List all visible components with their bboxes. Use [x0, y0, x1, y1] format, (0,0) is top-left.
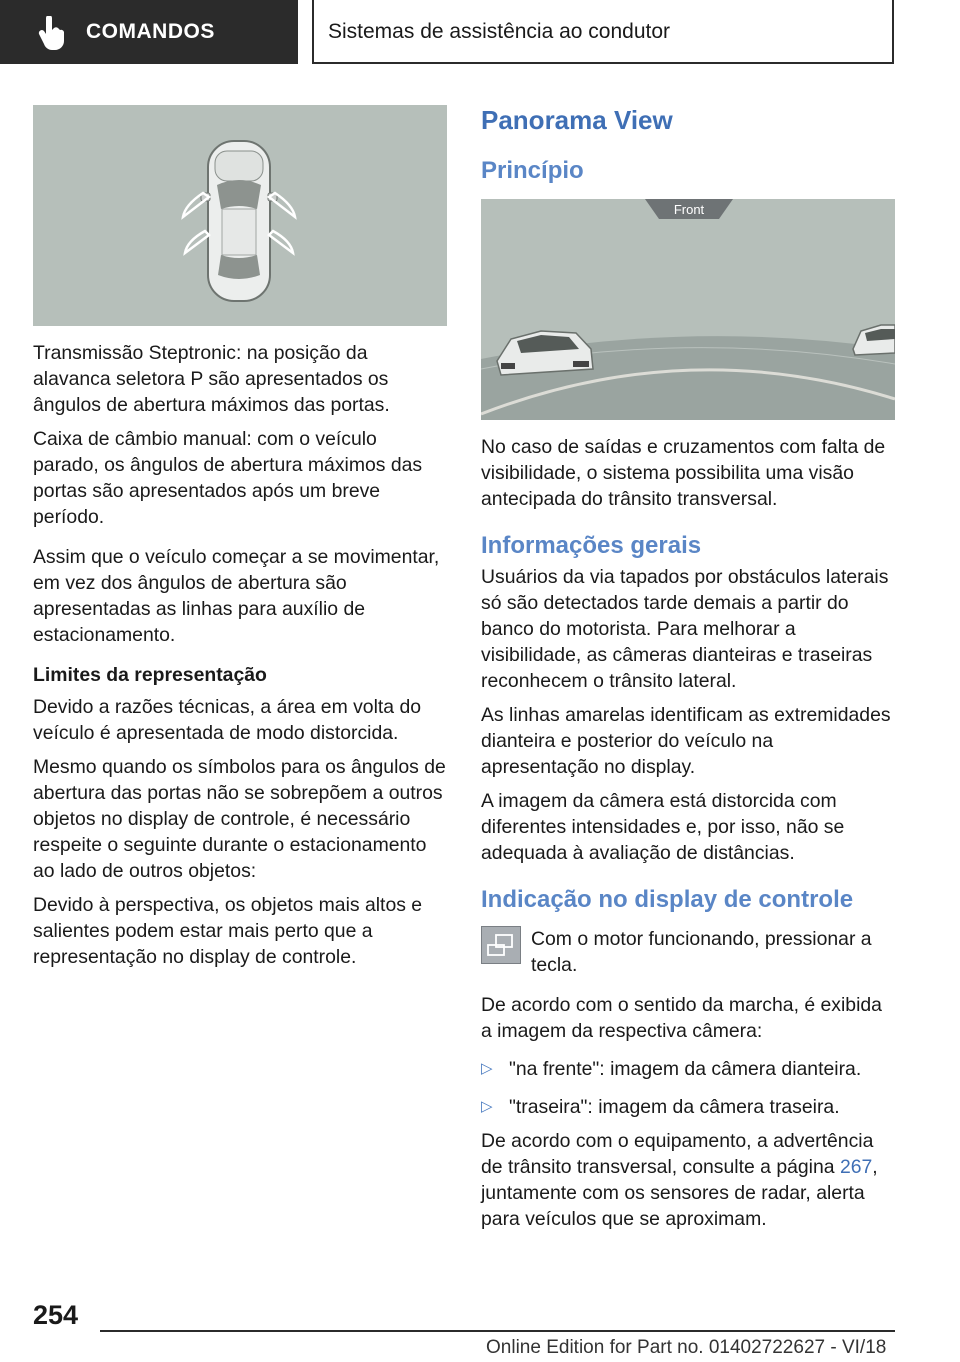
section-title: Panorama View — [481, 105, 673, 135]
edition-note: Online Edition for Part no. 01402722627 - VI/18 — [486, 1337, 887, 1358]
paragraph-info-2: As linhas amarelas identificam as extremidades dianteira e posterior do veículo na apresentação no display. — [481, 704, 891, 778]
camera-button-icon — [481, 926, 521, 964]
paragraph-movement: Assim que o veículo começar a se movimentar, em vez dos ângulos de abertura são apresentadas as linhas para auxílio de estacionamento. — [33, 546, 440, 646]
panorama-camera-view — [481, 199, 895, 420]
paragraph-direction: De acordo com o sentido da marcha, é exibida a imagem da respectiva câmera: — [481, 994, 882, 1042]
subheading-limits: Limites da representação — [33, 664, 267, 686]
left-column — [33, 105, 447, 970]
heading-principle: Princípio — [481, 157, 584, 184]
button-instruction — [481, 926, 895, 978]
car-top-view-icon — [33, 105, 447, 326]
page-number: 254 — [33, 1300, 79, 1330]
bullet-rear: ▷ "traseira": imagem da câmera traseira. — [481, 1096, 840, 1118]
approaching-car-left — [497, 331, 593, 375]
page-link-267[interactable]: 267 — [839, 1156, 873, 1178]
paragraph-info-1: Usuários da via tapados por obstáculos laterais só são detectados tarde demais a partir do banco do motorista. Para melhorar a visibilidade, as câmeras dianteiras e traseiras reconhecem o trânsito lateral. — [481, 566, 889, 692]
door-angle-illustration — [33, 105, 447, 326]
panorama-view-image — [481, 199, 895, 420]
paragraph-perspective: Devido à perspectiva, os objetos mais altos e salientes podem estar mais perto que a representação no display de controle. — [33, 894, 423, 968]
heading-display-indication: Indicação no display de controle — [481, 886, 854, 913]
triangle-bullet-icon: ▷ — [481, 1060, 493, 1077]
paragraph-distortion: Devido a razões técnicas, a área em volta do veículo é apresentada de modo distorcida. — [33, 696, 422, 744]
chapter-title: Sistemas de assistência ao condutor — [328, 20, 671, 43]
heading-general-info: Informações gerais — [481, 532, 702, 559]
chapter-header — [312, 0, 894, 64]
right-column — [481, 105, 895, 1232]
paragraph-info-3: A imagem da câmera está distorcida com diferentes intensidades e, por isso, não se adequada à avaliação de distâncias. — [481, 790, 845, 864]
triangle-bullet-icon: ▷ — [481, 1098, 493, 1115]
paragraph-press-button: Com o motor funcionando, pressionar a tecla. — [531, 928, 872, 976]
paragraph-principle: No caso de saídas e cruzamentos com falta de visibilidade, o sistema possibilita uma visão antecipada do trânsito transversal. — [481, 436, 886, 510]
paragraph-steptronic: Transmissão Steptronic: na posição da alavanca seletora P são apresentados os ângulos de abertura máximos das portas. — [33, 342, 390, 416]
section-label: COMANDOS — [86, 20, 215, 43]
section-tab — [0, 0, 298, 64]
paragraph-cross-traffic: De acordo com o equipamento, a advertência de trânsito transversal, consulte a página 267, juntamente com os sensores de radar, alerta para veículos que se aproximam. — [481, 1130, 878, 1230]
approaching-car-right — [853, 325, 895, 355]
paragraph-door-symbols: Mesmo quando os símbolos para os ângulos de abertura das portas não se sobrepõem a outros objetos no display de controle, é necessário respeite o seguinte durante o estacionamento ao lado de outros objetos: — [33, 756, 446, 882]
hand-pointer-icon — [36, 16, 66, 50]
footer-divider — [100, 1330, 895, 1332]
front-label: Front — [673, 202, 705, 217]
paragraph-manual-gearbox: Caixa de câmbio manual: com o veículo parado, os ângulos de abertura máximos das portas são apresentados após um breve período. — [33, 428, 423, 528]
bullet-front: ▷ "na frente": imagem da câmera dianteira. — [481, 1058, 862, 1080]
